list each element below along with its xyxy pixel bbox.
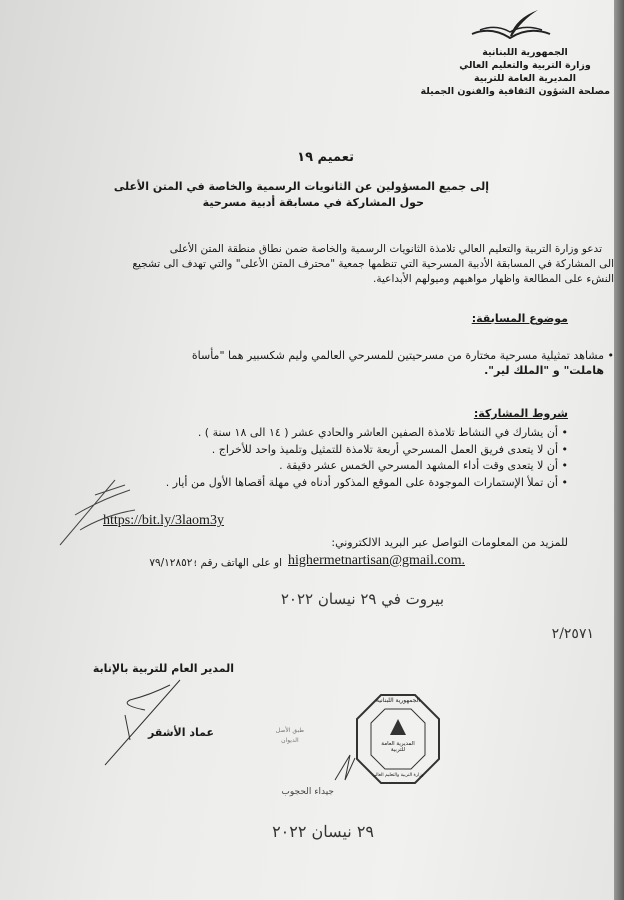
letterhead [420, 46, 610, 98]
letterhead-line: الجمهورية اللبنانية [482, 47, 568, 58]
signature-role: المدير العام للتربية بالإنابة [92, 662, 234, 675]
signature-icon [100, 670, 190, 770]
letterhead-line: وزارة التربية والتعليم العالي [459, 60, 591, 71]
topic-line: مشاهد تمثيلية مسرحية مختارة من مسرحيتين للمسرحي العالمي وليم شكسبير هما "مأساة [191, 349, 604, 362]
official-stamp [355, 693, 441, 785]
circular-title: تعميم ١٩ [297, 150, 354, 165]
intro-paragraph [54, 242, 614, 287]
subtitle-line: إلى جميع المسؤولين عن الثانويات الرسمية والخاصة في المتن الأعلى [113, 180, 489, 193]
condition-item: أن لا يتعدى فريق العمل المسرحي أربعة تلامذة للتمثيل وتلميذ واحد للأخراج . [211, 442, 558, 456]
intro-line: تدعو وزارة التربية والتعليم العالي تلامذة الثانويات الرسمية والخاصة ضمن نطاق منطقة المتن الأعلى [169, 243, 602, 255]
intro-line: النشء على المطالعة واظهار مواهبهم وميولهم الأبداعية. [373, 273, 614, 285]
page-edge-shadow [614, 0, 624, 900]
letterhead-line: مصلحة الشؤون الثقافية والفنون الجميلة [420, 86, 610, 97]
stamp-bottom-text: وزارة التربية والتعليم العالي [372, 773, 424, 778]
intro-line: الى المشاركة في المسابقة الأدبية المسرحية التي تنظمها جمعية "محترف المتن الأعلى" والتي تهدف الى تشجيع [132, 258, 614, 270]
handwritten-date: بيروت في ٢٩ نيسان ٢٠٢٢ [280, 590, 444, 608]
stamp-inner-text: المديرية العامة للتربية [381, 741, 415, 753]
book-logo-icon [466, 8, 556, 48]
topic-heading: موضوع المسابقة: [471, 312, 568, 325]
conditions-heading: شروط المشاركة: [473, 407, 568, 420]
conditions-list: • أن يشارك في النشاط تلامذة الصفين العاشر والحادي عشر ( ١٤ الى ١٨ سنة ) . • أن لا يتعدى فريق العمل المسرحي أربعة تلامذة للتمثيل وتلميذ واحد للأخراج . • أن لا يتعدى وقت أداء المشهد المسرحي الخمس عشر دقيقة . • أن تملأ الإستمارات الموجودة على الموقع المذكور أدناه في مهلة أقصاها الأول من أيار . [165, 426, 568, 489]
stamp-outer-text: الجمهورية اللبنانية [375, 697, 421, 704]
bottom-handwritten-date: ٢٩ نيسان ٢٠٢٢ [272, 822, 374, 841]
handwritten-annotation-icon [55, 460, 145, 550]
condition-item: أن يشارك في النشاط تلامذة الصفين العاشر والحادي عشر ( ١٤ الى ١٨ سنة ) . [197, 426, 558, 439]
clerk-name: جيداء الحجوب [281, 787, 334, 797]
contact-email[interactable]: highermetnartisan@gmail.com. [288, 553, 465, 568]
stamp-side-text [276, 726, 304, 746]
signatory-name: عماد الأشقر [147, 726, 214, 739]
handwritten-ref-number: ٢/٢٥٧١ [551, 626, 594, 642]
stamp-side-line: الديوان [281, 737, 299, 744]
contact-line: للمزيد من المعلومات التواصل عبر البريد الالكتروني: [331, 536, 568, 549]
stamp-side-line: طبق الأصل [275, 727, 304, 734]
condition-item: أن لا يتعدى وقت أداء المشهد المسرحي الخمس عشر دقيقة . [279, 459, 558, 472]
phone-number: ٧٩/١٢٨٥٢٠ [149, 557, 198, 569]
phone-label: او على الهاتف رقم : [193, 557, 282, 569]
condition-item: أن تملأ الإستمارات الموجودة على الموقع المذكور أدناه في مهلة أقصاها الأول من أيار . [165, 475, 558, 489]
subtitle-line: حول المشاركة في مسابقة أدبية مسرحية [202, 196, 424, 209]
topic-text: • مشاهد تمثيلية مسرحية مختارة من مسرحيتين للمسرحي العالمي وليم شكسبير هما "مأساة هاملت" و "الملك لير". [191, 349, 614, 377]
form-link[interactable]: https://bit.ly/3laom3y [103, 513, 224, 528]
letterhead-line: المديرية العامة للتربية [474, 73, 576, 84]
topic-line: هاملت" و "الملك لير". [484, 364, 604, 377]
